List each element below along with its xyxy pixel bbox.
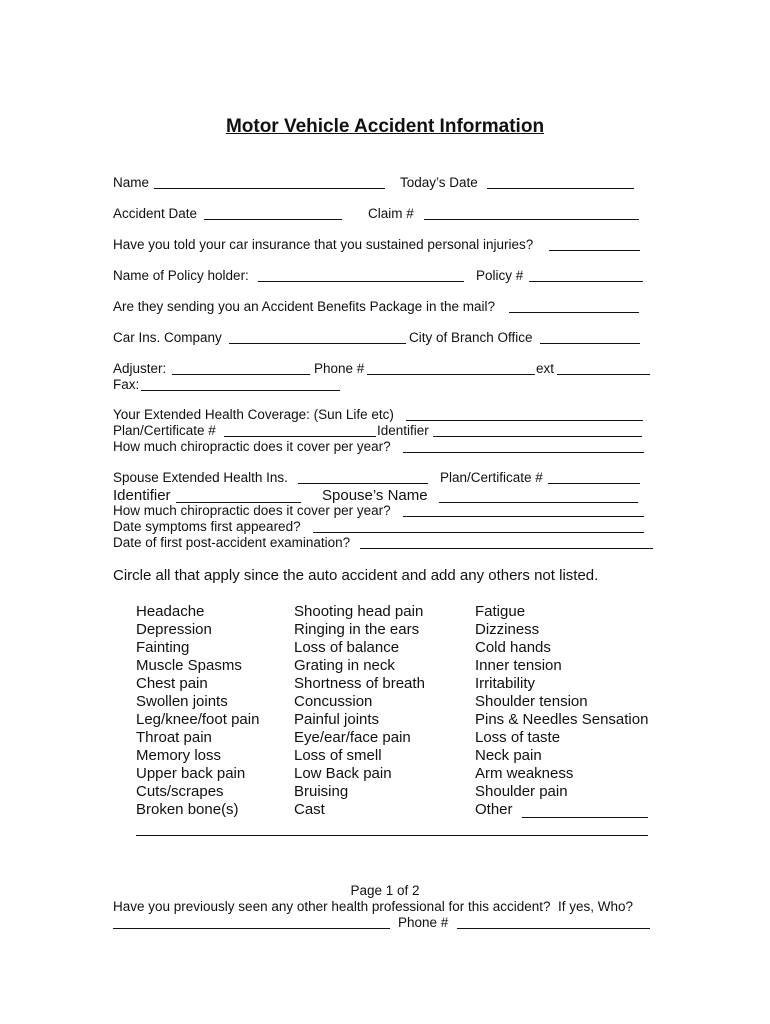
symptom-item[interactable]: Throat pain [136,729,212,746]
symptom-item[interactable]: Cast [294,801,325,818]
spouse-chiro-field[interactable] [403,516,644,517]
footer-phone-label: Phone # [398,915,449,930]
page-title: Motor Vehicle Accident Information [225,116,545,137]
policy-number-field[interactable] [529,281,643,282]
name-field[interactable] [154,188,385,189]
symptom-item[interactable]: Ringing in the ears [294,621,420,638]
claim-field[interactable] [424,219,639,220]
symptom-item[interactable]: Memory loss [136,747,222,764]
symptom-item[interactable]: Depression [136,621,212,638]
symptom-item[interactable]: Loss of taste [475,729,561,746]
car-ins-company-label: Car Ins. Company [113,330,222,345]
symptom-item[interactable]: Fainting [136,639,190,656]
symptom-item[interactable]: Shortness of breath [294,675,425,692]
first-exam-label: Date of first post-accident examination? [113,535,351,550]
adjuster-label: Adjuster: [113,361,167,376]
extended-health-field[interactable] [406,420,643,421]
claim-label: Claim # [368,206,414,221]
name-label: Name [113,175,150,190]
symptom-item[interactable]: Irritability [475,675,536,692]
identifier-label: Identifier [377,423,429,438]
symptom-item[interactable]: Cold hands [475,639,551,656]
spouse-chiro-label: How much chiropractic does it cover per year? [113,503,391,518]
other-symptom-field[interactable] [522,817,648,818]
spouse-ext-health-label: Spouse Extended Health Ins. [113,470,288,485]
spouse-plan-field[interactable] [548,483,640,484]
symptom-item[interactable]: Arm weakness [475,765,574,782]
plan-certificate-label: Plan/Certificate # [113,423,216,438]
symptom-item[interactable]: Concussion [294,693,373,710]
policy-holder-label: Name of Policy holder: [113,268,249,283]
ext-label: ext [536,361,555,376]
symptom-item[interactable]: Broken bone(s) [136,801,239,818]
todays-date-label: Today’s Date [400,175,478,190]
symptom-item[interactable]: Leg/knee/foot pain [136,711,260,728]
identifier-field[interactable] [433,436,642,437]
prev-professional-field[interactable] [113,928,390,929]
spouse-plan-label: Plan/Certificate # [440,470,543,485]
circle-instructions: Circle all that apply since the auto accident and add any others not listed. [113,567,599,584]
first-exam-field[interactable] [360,548,653,549]
accident-date-field[interactable] [204,219,342,220]
symptom-item[interactable]: Other [475,801,513,818]
chiro-cover-field[interactable] [403,452,644,453]
adjuster-field[interactable] [172,374,310,375]
ext-field[interactable] [557,374,650,375]
symptom-item[interactable]: Inner tension [475,657,562,674]
symptom-item[interactable]: Painful joints [294,711,380,728]
symptom-item[interactable]: Cuts/scrapes [136,783,224,800]
accident-date-label: Accident Date [113,206,198,221]
spouse-name-field[interactable] [439,502,638,503]
plan-certificate-field[interactable] [224,436,376,437]
prev-professional-label: Have you previously seen any other health professional for this accident? If yes, Who? [113,899,634,914]
symptom-item[interactable]: Upper back pain [136,765,246,782]
policy-holder-field[interactable] [258,281,464,282]
symptom-item[interactable]: Headache [136,603,205,620]
policy-number-label: Policy # [476,268,524,283]
told-insurance-field[interactable] [549,250,640,251]
chiro-cover-label: How much chiropractic does it cover per year? [113,439,391,454]
page-number: Page 1 of 2 [350,883,420,898]
symptom-item[interactable]: Chest pain [136,675,208,692]
symptoms-first-field[interactable] [313,532,644,533]
symptom-item[interactable]: Muscle Spasms [136,657,242,674]
symptom-item[interactable]: Shooting head pain [294,603,424,620]
symptom-item[interactable]: Bruising [294,783,349,800]
symptom-item[interactable]: Fatigue [475,603,526,620]
told-insurance-label: Have you told your car insurance that you sustained personal injuries? [113,237,534,252]
symptom-item[interactable]: Eye/ear/face pain [294,729,411,746]
fax-field[interactable] [141,390,340,391]
additional-symptoms-line[interactable] [136,835,648,836]
symptom-item[interactable]: Shoulder tension [475,693,588,710]
benefits-package-field[interactable] [509,312,639,313]
todays-date-field[interactable] [487,188,634,189]
symptom-item[interactable]: Swollen joints [136,693,228,710]
spouse-ext-health-field[interactable] [298,483,428,484]
symptom-item[interactable]: Loss of balance [294,639,400,656]
car-ins-company-field[interactable] [229,343,406,344]
symptom-item[interactable]: Low Back pain [294,765,392,782]
city-branch-field[interactable] [540,343,640,344]
city-branch-label: City of Branch Office [409,330,533,345]
symptom-item[interactable]: Loss of smell [294,747,382,764]
symptom-item[interactable]: Shoulder pain [475,783,568,800]
symptom-item[interactable]: Pins & Needles Sensation [475,711,649,728]
extended-health-label: Your Extended Health Coverage: (Sun Life etc) [113,407,394,422]
symptom-item[interactable]: Dizziness [475,621,540,638]
phone-field[interactable] [367,374,535,375]
symptoms-first-label: Date symptoms first appeared? [113,519,301,534]
benefits-package-label: Are they sending you an Accident Benefits Package in the mail? [113,299,495,314]
phone-label: Phone # [314,361,365,376]
footer-phone-field[interactable] [457,928,650,929]
spouse-name-label: Spouse’s Name [322,487,428,504]
symptom-item[interactable]: Neck pain [475,747,542,764]
fax-label: Fax: [113,377,140,392]
symptom-item[interactable]: Grating in neck [294,657,395,674]
spouse-identifier-label: Identifier [113,487,171,504]
